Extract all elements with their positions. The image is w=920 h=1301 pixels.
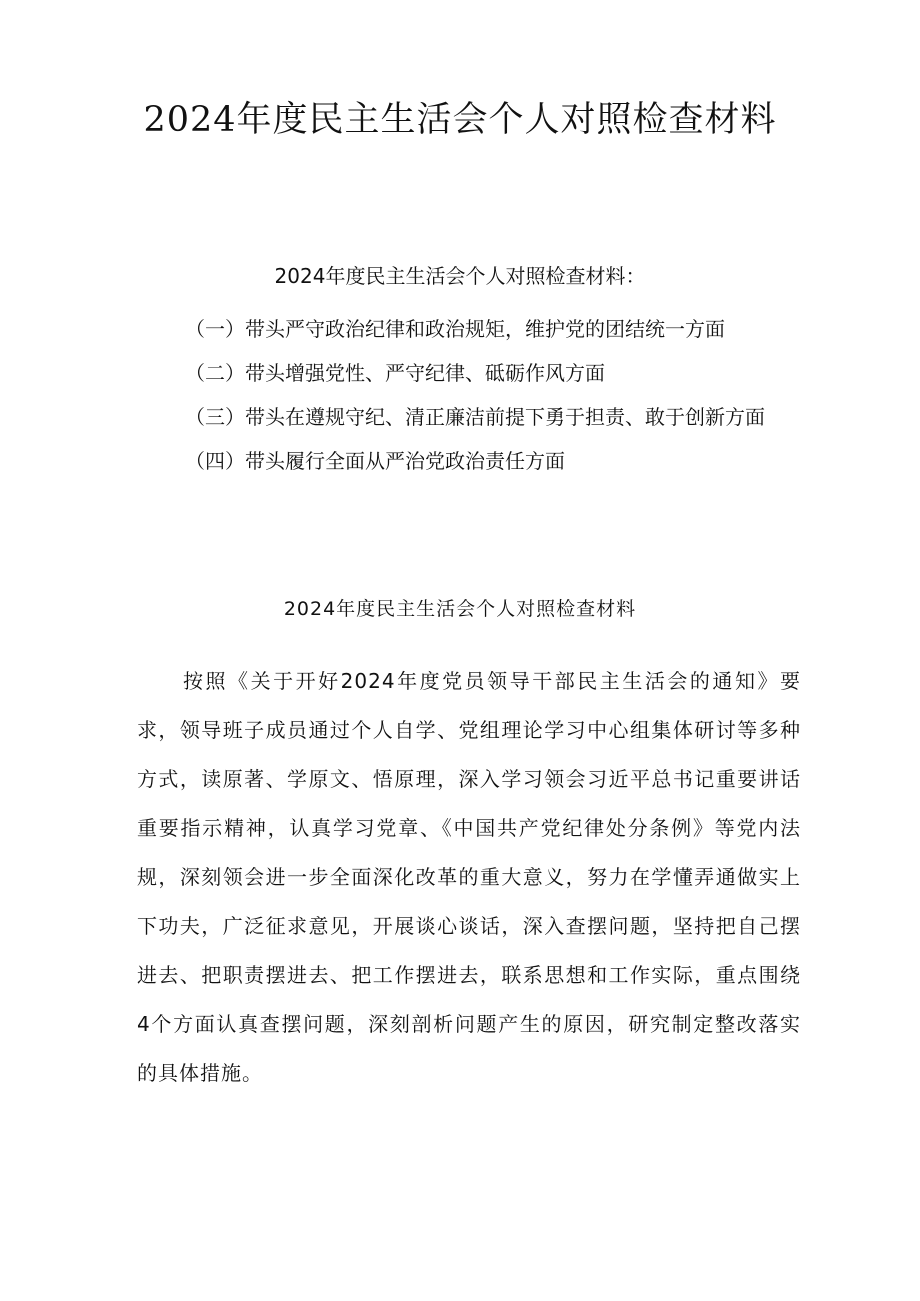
toc-item-3: （三）带头在遵规守纪、清正廉洁前提下勇于担责、敢于创新方面 (185, 405, 765, 429)
toc-heading: 2024年度民主生活会个人对照检查材料： (274, 264, 646, 288)
toc-list (185, 307, 765, 483)
section-title: 2024年度民主生活会个人对照检查材料 (283, 598, 637, 620)
table-of-contents (0, 255, 920, 473)
page-title: 2024年度民主生活会个人对照检查材料 (143, 100, 777, 140)
toc-item-1: （一）带头严守政治纪律和政治规矩，维护党的团结统一方面 (185, 317, 725, 341)
toc-item-2: （二）带头增强党性、严守纪律、砥砺作风方面 (185, 361, 605, 385)
toc-item-4: （四）带头履行全面从严治党政治责任方面 (185, 449, 565, 473)
body-paragraph: 按照《关于开好2024年度党员领导干部民主生活会的通知》要求，领导班子成员通过个人自学、党组理论学习中心组集体研讨等多种方式，读原著、学原文、悟原理，深入学习领会习近平总书记重要讲话重要指示精神，认真学习党章、《中国共产党纪律处分条例》等党内法规，深刻领会进一步全面深化改革的重大意义，努力在学懂弄通做实上下功夫，广泛征求意见，开展谈心谈话，深入查摆问题，坚持把自己摆进去、把职责摆进去、把工作摆进去，联系思想和工作实际，重点围绕4个方面认真查摆问题，深刻剖析问题产生的原因，研究制定整改落实的具体措施。 (137, 669, 801, 1085)
